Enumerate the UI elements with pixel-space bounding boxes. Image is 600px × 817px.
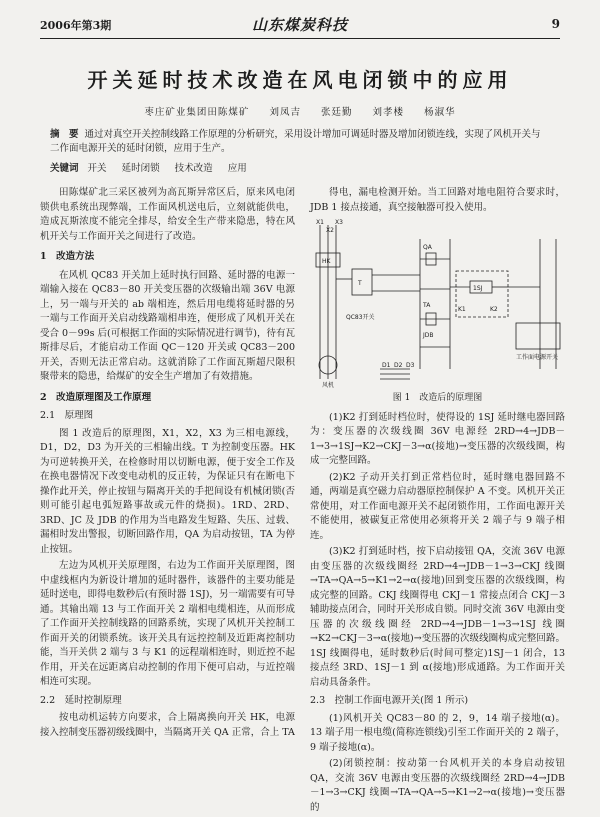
label-x3: X3 [335, 219, 343, 226]
body-paragraph: 按电动机运转方向要求，合上隔离换向开关 HK，电源接入控制变压器初级线圈中，当隔离开关 QA 正常，合上 TA [40, 712, 295, 738]
body-paragraph: (1)K2 打到延时档位时，使得设的 1SJ 延时继电器回路为：变压器的次级线圈 36V 电源经 2RD→4→JDB－1→3→1SJ→K2→CKJ－3→α(接地)→变压器的次级线圈，构成一完整回路。 [310, 411, 565, 466]
body-paragraph: 在风机 QC83 开关加上延时执行回路、延时器的电源一端输入接在 QC83－80 开关变压器的次级输出端 36V 电源上，另一端与开关的 ab 端相连，然后用电缆将延时器的另一端与工作面开关启动线路端相串连，便形成了风机开关在受合 0－99s 后(可根据工作面的实际情况进行调节)，待有瓦斯排尽后，才能启动工作面 QC－120 开关或 QC83－200 开关，否则无法正常启动。这就消除了工作面瓦斯超尺限积聚带来的隐患，给煤矿的安全生产增加了有效措施。 [40, 269, 295, 382]
issue-label: 2006年第3期 [40, 19, 112, 32]
author-line [0, 104, 600, 118]
circuit-diagram [310, 219, 565, 389]
label-d3: D3 [406, 362, 415, 369]
label-k1: K1 [458, 306, 466, 313]
body-paragraph: 左边为风机开关原理图，右边为工作面开关原理图，图中虚线框内为新设计增加的延时器件，该器件的主要功能是延时送电，即得电数秒后(有预时器 1SJ)，另一端需要有可导通。其输出端 13 与工作面开关 2 端相电缆相连，从而形成了工作面开关控制线路的回路系统，实现了风机开关控制工作面开关的闭锁系统。该开关具有远控控制及近距离控制功能，当开关供 2 端与 3 与 K1 的远程端相连时，则近控不起作用，开关在远距离启动控制的作用下便可启动，与近控端相连可实现。 [40, 560, 295, 687]
body-paragraph: (3)K2 打到延时档，按下启动接钮 QA，交流 36V 电源由变压器的次级线圈经 2RD→4→JDB－1→3→CKJ 线圈→TA→QA→5→K1→2→α(接地)回到变压器的次级线圈，构成完整的回路。CKJ 线圈得电 CKJ－1 常接点闭合 CKJ－3 辅助接点闭合，同时开关形成自锁。同时交流 36V 电源由变压器的次级线圈经 2RD→4→JDB－1→3→1SJ 线圈→K2→CKJ－3→α(接地)→变压器的次级线圈构成完整回路。1SJ 线圈得电，延时数秒后(时间可整定)1SJ－1 闭合，13 接点经 3RD、1SJ－1 到 α(接地)形成通路。为工作面开关启动具备条件。 [310, 546, 565, 688]
left-column [40, 186, 295, 742]
keyword: 延时闭锁 [121, 163, 160, 174]
header-rule [40, 38, 560, 39]
abstract-text: 通过对真空开关控制线路工作原理的分析研究，采用设计增加可调延时器及增加闭锁连线，实现了风机开关与二作面电源开关的延时闭锁，应用于生产。 [50, 129, 541, 154]
label-x1: X1 [316, 219, 324, 226]
keyword: 开关 [87, 163, 107, 174]
journal-name: 山东煤炭科技 [251, 16, 348, 34]
right-column [310, 186, 565, 817]
body-paragraph: (2)闭锁控制：按动第一台风机开关的本身启动按钮 QA，交流 36V 电源由变压器的次级线圈经 2RD→4→JDB－1→3→CKJ 线圈→TA→QA→5→K1→2→α(接地)→变压器的 [310, 758, 565, 813]
body-paragraph: (1)风机开关 QC83－80 的 2，9，14 端子接地(α)。13 端子用一根电缆(简称连锁线)引至工作面开关的 2 端子，9 端子接地(α)。 [310, 712, 565, 753]
label-qa: QA [423, 244, 432, 251]
label-t: T [358, 280, 362, 287]
author-affiliation: 枣庄矿业集团田陈煤矿 [144, 107, 250, 118]
author-name: 刘孝楼 [372, 107, 405, 118]
article-title: 开关延时技术改造在风电闭锁中的应用 [87, 68, 513, 92]
label-workface-switch: 工作面电源开关 [516, 354, 559, 361]
label-1sj: 1SJ [473, 285, 483, 292]
label-jdb: JDB [423, 332, 434, 339]
abstract-label: 摘 要 [50, 129, 79, 140]
circuit-diagram-svg [310, 219, 565, 389]
label-hk: HK [322, 258, 331, 265]
abstract [50, 128, 550, 156]
keywords [50, 160, 550, 174]
page-number: 9 [551, 17, 560, 31]
subsection-heading: 2.2 延时控制原理 [40, 694, 122, 706]
label-x2: X2 [326, 227, 334, 234]
label-k2: K2 [490, 306, 498, 313]
body-paragraph: (2)K2 子动开关打到正常档位时，延时继电器回路不通，两端是真空磁力启动器原控制保护 A 不变。风机开关正常使用，对工作面电源开关不起闭锁作用，工作面电源开关不能使用，被碳复正常使用必须将开关 2 端子与 9 端子相连。 [310, 471, 565, 541]
subsection-heading: 2.3 控制工作面电源开关(图 1 所示) [310, 695, 469, 706]
subsection-heading: 2.1 原理图 [40, 410, 94, 421]
section-heading: 1 改造方法 [40, 251, 95, 262]
section-heading: 2 改造原理图及工作原理 [40, 391, 152, 403]
author-name: 刘凤吉 [269, 107, 301, 118]
label-qc83: QC83开关 [346, 314, 375, 321]
intro-paragraph: 田陈煤矿北三采区被列为高瓦斯异常区后，原来风电闭锁供电系统出现弊端，工作面风机送电后，立刻就能供电，造成瓦斯浓度不能完全排尽，给安全生产带来隐患，特在风机开关与工作面开关之间进行了改造。 [40, 187, 295, 242]
label-d1: D1 [382, 362, 391, 369]
keyword: 应用 [227, 163, 247, 174]
body-paragraph: 图 1 改造后的原理图，X1，X2，X3 为三相电源线，D1，D2，D3 为开关的三相输出线。T 为控制变压器。HK 为可逆转换开关，在检修时用以切断电源，便于安全工作及在换电器情况下改变电动机的反正转，为保证只有在断电下操作此开关，停止按钮与隔离开关的手把间设有机械闭锁(否则可能引起电弧短路事故或元件的烧损)。1RD、2RD、3RD、JC 及 JDB 的作用为当电路发生短路、失压、过载、漏相时发出警报，切断回路作用，QA 为启动按钮，TA 为停止按钮。 [40, 427, 295, 555]
keywords-label: 关键词 [50, 163, 79, 174]
label-d2: D2 [394, 362, 403, 369]
body-paragraph: 得电，漏电检测开始。当工回路对地电阻符合要求时，JDB 1 接点接通，真空接触器可投入使用。 [310, 187, 565, 213]
label-fan: 风机 [322, 382, 335, 389]
author-name: 张廷勤 [320, 107, 353, 118]
keyword: 技术改造 [174, 163, 213, 174]
author-name: 杨淑华 [424, 107, 456, 118]
figure-caption: 图 1 改造后的原理图 [392, 393, 483, 403]
label-ta: TA [423, 302, 431, 309]
